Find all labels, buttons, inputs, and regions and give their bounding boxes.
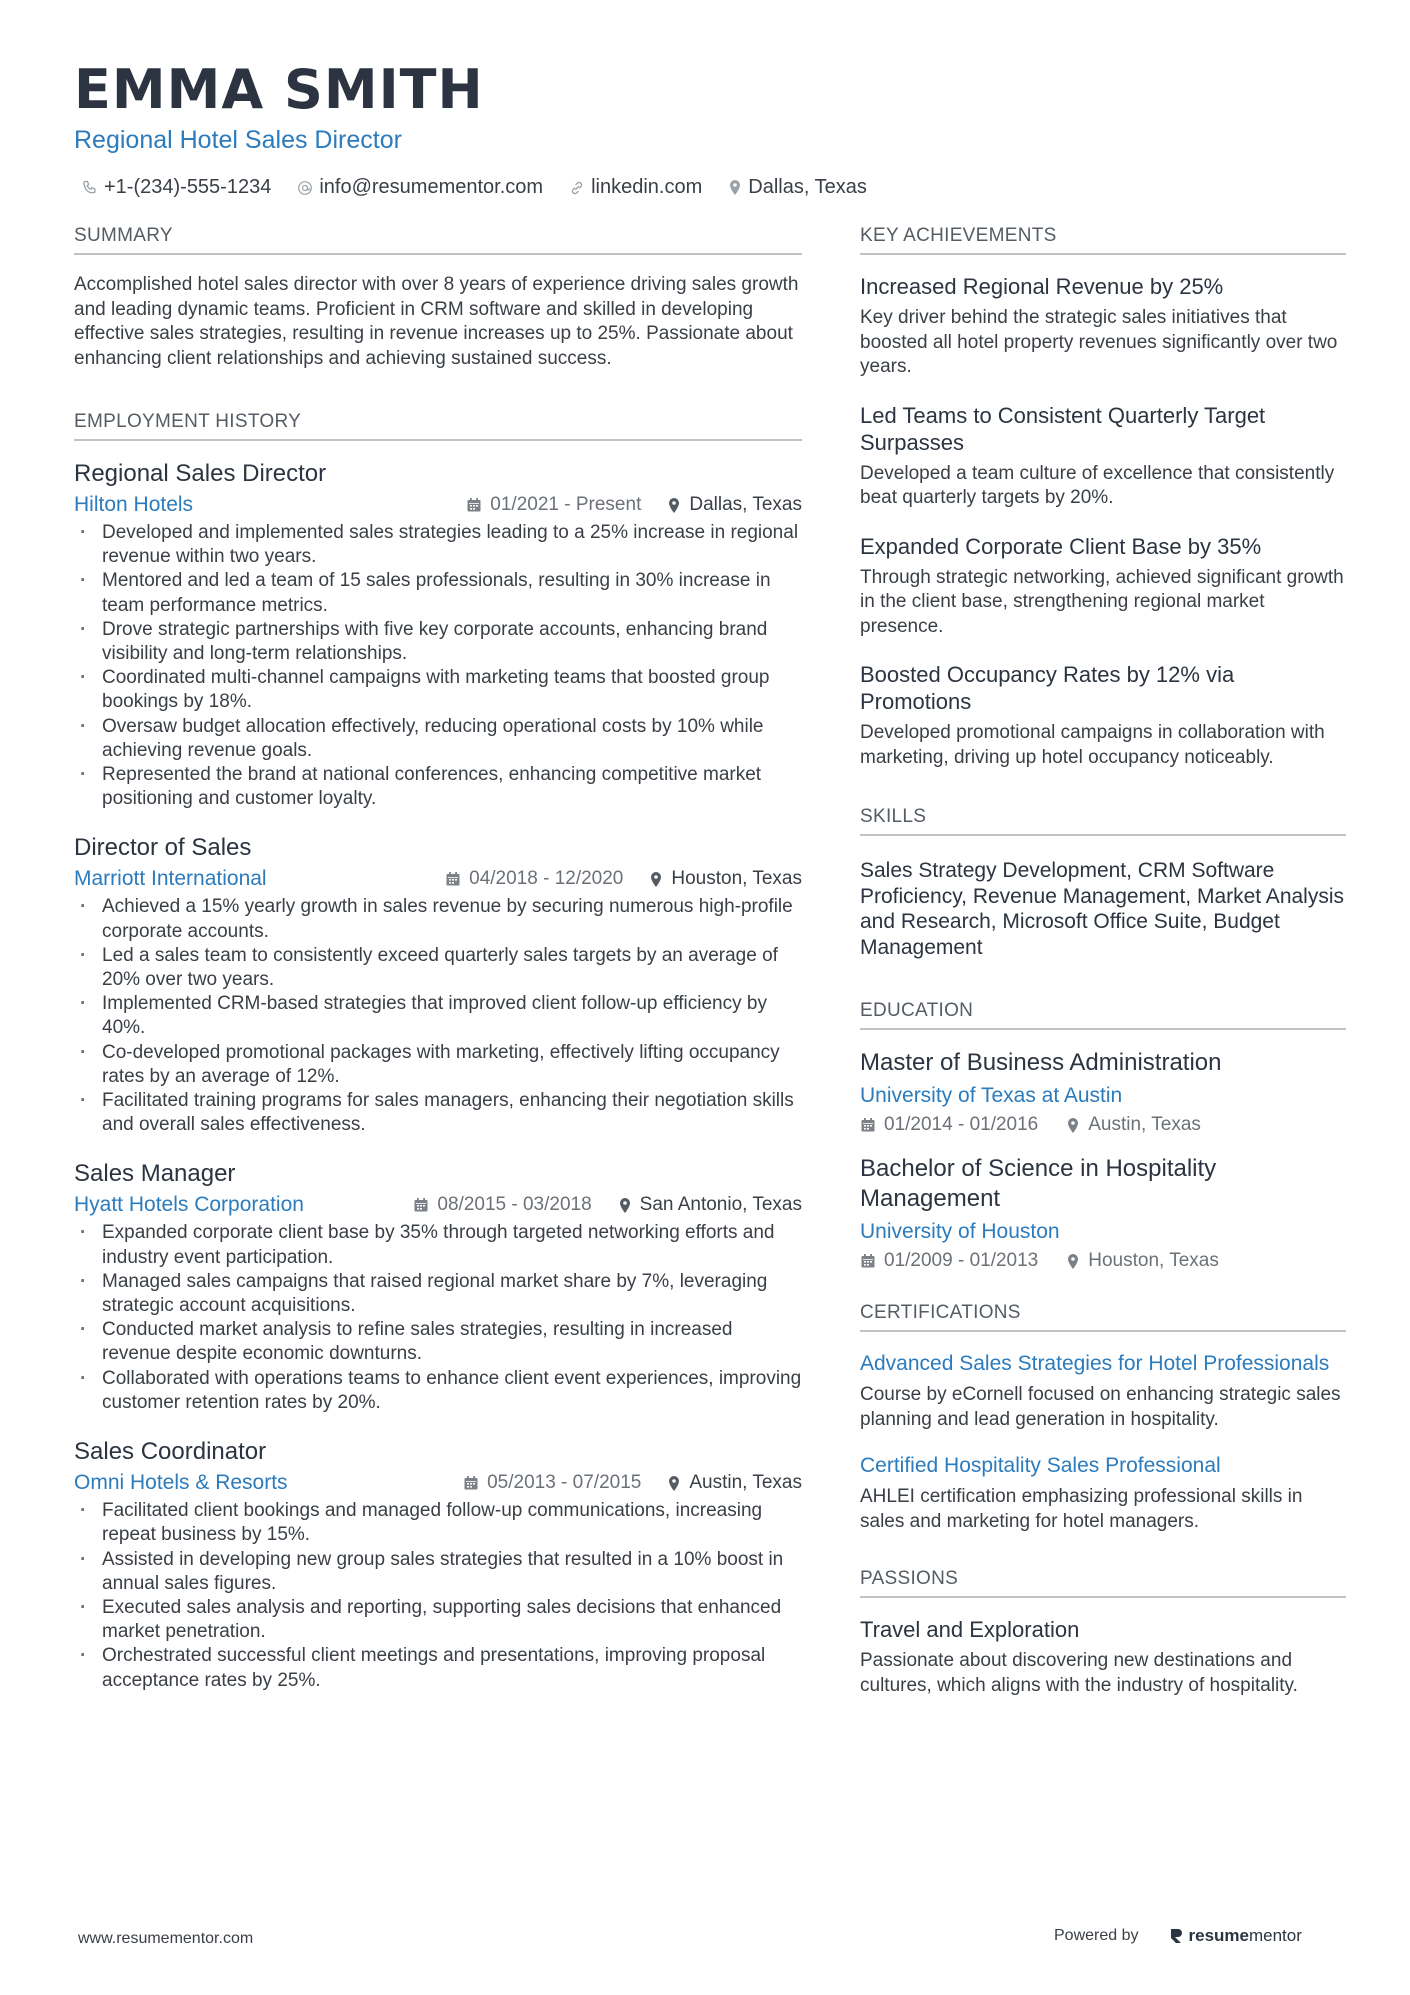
calendar-icon [413, 1197, 429, 1213]
jobs-list [74, 459, 802, 1693]
job-meta-right [413, 1194, 802, 1216]
resume-header [74, 58, 1344, 199]
achievement-desc: Through strategic networking, achieved significant growth in the client base, strengthening regional market presence. [860, 566, 1344, 637]
achievement-item [860, 533, 1346, 640]
job-bullets [74, 1221, 802, 1415]
certification-title[interactable]: Advanced Sales Strategies for Hotel Professionals [860, 1352, 1330, 1375]
map-pin-icon [618, 1197, 632, 1214]
brand-logo[interactable] [1169, 1926, 1302, 1946]
job-bullet: · Co-developed promotional packages with marketing, effectively lifting occupancy rates by an average of 12%. [74, 1041, 802, 1089]
certification-item [860, 1452, 1346, 1534]
job-dates-text: 05/2013 - 07/2015 [487, 1472, 642, 1494]
passions-heading: PASSIONS [860, 1568, 1346, 1598]
job-title: Regional Sales Director [74, 460, 327, 487]
contact-phone[interactable] [82, 176, 271, 199]
summary-text: Accomplished hotel sales director with over 8 years of experience driving sales growth and leading dynamic teams. Proficient in CRM software and skilled in developing effective sales strategies, resulting in revenue increases up to 25%. Passionate about enhancing client relationships and achieving sustained success. [74, 274, 799, 369]
education-location [1066, 1250, 1219, 1272]
job-meta-right [445, 868, 802, 890]
job-bullet: · Represented the brand at national conferences, enhancing competitive market positioning and customer loyalty. [74, 763, 802, 811]
education-heading: EDUCATION [860, 1000, 1346, 1030]
job-bullet: · Mentored and led a team of 15 sales professionals, resulting in 30% increase in team performance metrics. [74, 569, 802, 617]
achievements-list [860, 273, 1346, 770]
map-pin-icon [1066, 1253, 1080, 1270]
education-item [860, 1048, 1346, 1136]
job-entry [74, 833, 802, 1137]
job-location [649, 868, 802, 890]
company-name: Hilton Hotels [74, 493, 194, 516]
education-dates [860, 1114, 1038, 1136]
contact-location [728, 176, 867, 199]
job-bullet: · Implemented CRM-based strategies that improved client follow-up efficiency by 40%. [74, 992, 802, 1040]
passions-list [860, 1616, 1346, 1698]
brand-mark-icon [1169, 1927, 1185, 1945]
job-bullet: · Drove strategic partnerships with five key corporate accounts, enhancing brand visibility and long-term relationships. [74, 618, 802, 666]
employment-heading: EMPLOYMENT HISTORY [74, 411, 802, 441]
job-bullet: · Expanded corporate client base by 35% through targeted networking efforts and industry event participation. [74, 1221, 802, 1269]
degree-title: Master of Business Administration [860, 1049, 1222, 1076]
job-bullet: · Orchestrated successful client meetings and presentations, improving proposal acceptance rates by 25%. [74, 1644, 802, 1692]
job-bullet: · Assisted in developing new group sales strategies that resulted in a 10% boost in annual sales figures. [74, 1548, 802, 1596]
company-name: Hyatt Hotels Corporation [74, 1193, 304, 1217]
footer-powered [1054, 1926, 1302, 1946]
summary-heading: SUMMARY [74, 225, 802, 255]
contact-location-text: Dallas, Texas [748, 176, 867, 198]
skills-text: Sales Strategy Development, CRM Software Proficiency, Revenue Management, Market Analysis and Research, Microsoft Office Suite, Budget Management [860, 859, 1345, 959]
job-entry [74, 459, 802, 811]
job-dates-text: 08/2015 - 03/2018 [437, 1194, 592, 1216]
certification-title[interactable]: Certified Hospitality Sales Professional [860, 1454, 1221, 1477]
job-bullet: · Developed and implemented sales strategies leading to a 25% increase in regional revenue within two years. [74, 521, 802, 569]
link-icon [569, 180, 585, 196]
map-pin-icon [1066, 1117, 1080, 1134]
job-bullets [74, 521, 802, 811]
job-title: Director of Sales [74, 834, 252, 862]
achievements-heading: KEY ACHIEVEMENTS [860, 225, 1346, 255]
brand-rest: mentor [1248, 1926, 1302, 1945]
job-bullet: · Collaborated with operations teams to enhance client event experiences, improving customer retention rates by 20%. [74, 1367, 802, 1415]
certifications-heading: CERTIFICATIONS [860, 1302, 1346, 1332]
education-item [860, 1154, 1346, 1272]
job-bullet: · Conducted market analysis to refine sales strategies, resulting in increased revenue despite economic downturns. [74, 1318, 802, 1366]
job-bullets [74, 1499, 802, 1693]
education-meta [860, 1114, 1346, 1136]
job-location [667, 1472, 802, 1494]
job-location-text: Austin, Texas [689, 1472, 802, 1494]
job-meta [74, 1471, 802, 1495]
left-column [74, 225, 802, 1715]
calendar-icon [466, 497, 482, 513]
job-bullet: · Oversaw budget allocation effectively, reducing operational costs by 10% while achieving revenue goals. [74, 715, 802, 763]
job-location-text: Houston, Texas [671, 868, 802, 890]
contact-email-text: info@resumementor.com [319, 176, 544, 198]
contact-phone-text: +1-(234)-555-1234 [104, 176, 272, 198]
job-location [618, 1194, 802, 1216]
job-title: Sales Manager [74, 1160, 236, 1188]
education-list [860, 1048, 1346, 1272]
job-title: Sales Coordinator [74, 1438, 267, 1466]
company-name: Marriott International [74, 867, 267, 891]
achievement-item [860, 273, 1346, 380]
contact-linkedin[interactable] [569, 176, 702, 199]
job-dates [466, 494, 641, 516]
certification-desc: AHLEI certification emphasizing professional skills in sales and marketing for hotel managers. [860, 1486, 1303, 1532]
job-bullet: · Facilitated training programs for sales managers, enhancing their negotiation skills and overall sales effectiveness. [74, 1089, 802, 1137]
job-meta [74, 1193, 802, 1217]
calendar-icon [463, 1475, 479, 1491]
achievement-title: Boosted Occupancy Rates by 12% via Promotions [860, 662, 1235, 714]
job-dates [463, 1472, 641, 1494]
powered-by-label: Powered by [1054, 1927, 1139, 1944]
job-location [667, 494, 802, 516]
candidate-name: EMMA SMITH [74, 58, 484, 121]
education-dates-text: 01/2009 - 01/2013 [884, 1250, 1039, 1271]
school-name: University of Texas at Austin [860, 1084, 1123, 1107]
job-meta [74, 493, 802, 517]
job-bullet: · Facilitated client bookings and managed follow-up communications, increasing repeat business by 15%. [74, 1499, 802, 1547]
education-location-text: Austin, Texas [1088, 1114, 1201, 1135]
school-name: University of Houston [860, 1220, 1060, 1243]
education-meta [860, 1250, 1346, 1272]
right-column [860, 225, 1346, 1698]
achievement-item [860, 402, 1346, 511]
job-bullet: · Achieved a 15% yearly growth in sales revenue by securing numerous high-profile corporate accounts. [74, 895, 802, 943]
passion-title: Travel and Exploration [860, 1617, 1080, 1642]
job-bullets [74, 895, 802, 1137]
job-location-text: San Antonio, Texas [639, 1194, 802, 1216]
contact-bar [74, 176, 1344, 199]
skills-heading: SKILLS [860, 806, 1346, 836]
achievement-title: Increased Regional Revenue by 25% [860, 274, 1224, 299]
candidate-role: Regional Hotel Sales Director [74, 126, 402, 154]
achievement-desc: Key driver behind the strategic sales initiatives that boosted all hotel property revenues significantly over two years. [860, 307, 1338, 377]
degree-title: Bachelor of Science in Hospitality Management [860, 1155, 1217, 1212]
education-dates-text: 01/2014 - 01/2016 [884, 1114, 1039, 1135]
map-pin-icon [728, 179, 742, 196]
achievement-item [860, 661, 1346, 770]
education-location-text: Houston, Texas [1088, 1250, 1219, 1271]
passion-desc: Passionate about discovering new destinations and cultures, which aligns with the industry of hospitality. [860, 1650, 1298, 1696]
certification-item [860, 1350, 1346, 1432]
education-dates [860, 1250, 1038, 1272]
job-bullet: · Coordinated multi-channel campaigns with marketing teams that boosted group bookings by 18%. [74, 666, 802, 714]
achievement-title: Expanded Corporate Client Base by 35% [860, 533, 1262, 559]
job-meta [74, 867, 802, 891]
footer-website[interactable]: www.resumementor.com [78, 1930, 254, 1947]
calendar-icon [860, 1253, 876, 1269]
achievement-desc: Developed a team culture of excellence that consistently beat quarterly targets by 20%. [860, 462, 1335, 508]
map-pin-icon [667, 1475, 681, 1492]
calendar-icon [445, 871, 461, 887]
map-pin-icon [649, 871, 663, 888]
achievement-title: Led Teams to Consistent Quarterly Target Surpasses [860, 402, 1266, 455]
calendar-icon [860, 1117, 876, 1133]
job-entry [74, 1437, 802, 1693]
brand-bold: resume [1188, 1926, 1249, 1945]
job-bullet: · Led a sales team to consistently exceed quarterly sales targets by an average of 20% over two years. [74, 944, 802, 992]
job-meta-right [466, 494, 802, 516]
map-pin-icon [667, 497, 681, 514]
achievement-desc: Developed promotional campaigns in collaboration with marketing, driving up hotel occupancy noticeably. [860, 722, 1325, 768]
job-entry [74, 1159, 802, 1415]
certification-desc: Course by eCornell focused on enhancing strategic sales planning and lead generation in hospitality. [860, 1384, 1341, 1430]
job-dates-text: 04/2018 - 12/2020 [469, 868, 624, 890]
job-meta-right [463, 1472, 802, 1494]
phone-icon [82, 180, 98, 196]
job-dates [445, 868, 623, 890]
job-bullet: · Managed sales campaigns that raised regional market share by 7%, leveraging strategic account acquisitions. [74, 1270, 802, 1318]
contact-linkedin-text: linkedin.com [591, 176, 703, 198]
at-icon [297, 180, 313, 196]
job-dates [413, 1194, 591, 1216]
passion-item [860, 1616, 1346, 1698]
job-dates-text: 01/2021 - Present [490, 494, 642, 515]
certifications-list [860, 1350, 1346, 1534]
company-name: Omni Hotels & Resorts [74, 1471, 288, 1495]
job-location-text: Dallas, Texas [689, 494, 802, 515]
education-location [1066, 1114, 1201, 1136]
job-bullet: · Executed sales analysis and reporting, supporting sales decisions that enhanced market penetration. [74, 1596, 802, 1644]
contact-email[interactable] [297, 176, 543, 199]
